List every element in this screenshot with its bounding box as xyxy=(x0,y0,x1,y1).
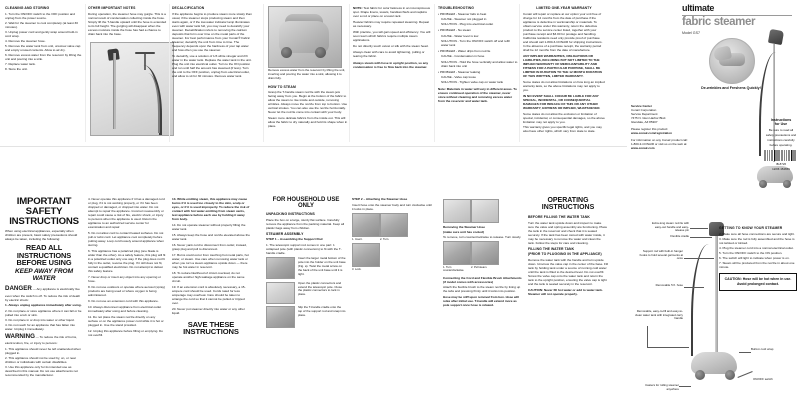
hose-step-caption: 1. Turn counterclockwise. xyxy=(443,266,465,273)
warranty-paragraph: ANY IMPLIED WARRANTIES, OBLIGATIONS OR LIABILITIES, INCLUDING BUT NOT LIMITED TO THE IMPLIED WARRANTY OF MERCHANTABILITY AND FITNESS FOR A PARTICULAR PURPOSE, SHALL BE LIMITED IN DURATION TO THE 12 MONTH DURATION OF THIS WRITTEN, LIMITED WARRANTY. xyxy=(523,53,602,78)
safety-item: 10. Always disconnect appliance from electrical outlet immediately after using and before cleaning. xyxy=(88,304,162,313)
operating-step: 6. The switch will light to indicate when power is on. xyxy=(719,256,790,261)
caster-shape xyxy=(725,370,735,380)
troubleshooting-item: • PROBLEM - No steam CAUSE - Water level is low SOLUTION - Turn the ON/OFF switch off and refill water tank xyxy=(438,28,518,46)
callout-leader xyxy=(679,386,691,387)
troubleshooting-solution: SOLUTION - Tighten valve cap on water tank xyxy=(441,80,504,85)
warranty-heading: LIMITED ONE-YEAR WARRANTY xyxy=(536,6,592,10)
safety-item: 13. While emitting steam, this appliance may cause burns if it is used too closely to the skin, scalp or eyes, or if it is used improperly. To reduce the risk of contact with hot water emitting from steam vents, test appliance before each use by holding it away from body. xyxy=(172,197,250,222)
unpacking-body: Place the box on a large, sturdy flat surface. Carefully remove the appliance from the packing material. Keep all plastic bags away from children. xyxy=(266,217,345,230)
connecting-body: Attach the flexible brush to the steam nozzle by lining up the tabs and pressing firmly until it locks into position. xyxy=(443,285,521,294)
callout-leader xyxy=(690,237,712,238)
troubleshooting-heading: TROUBLESHOOTING xyxy=(438,6,474,10)
decalcification-paragraph: To decalcify, use a solution of 1/3 white vinegar and 2/3 water in the water tank. Replace the water tank in the unit. Plug the unit into electrical outlet. Turn to the ON position and run until half the amount has steamed (if less). Turn the unit to the OFF position, unplug from electrical outlet, and allow to sit for 30 minutes. Remove water tank. xyxy=(172,53,252,78)
operating-step: 2. Make sure all hose connections are secure and tight. xyxy=(719,231,795,236)
section-safety-continued-a xyxy=(88,197,166,339)
troubleshooting-cause: CAUSE - Water level is low xyxy=(441,33,479,38)
household-use-title: FOR HOUSEHOLD USE ONLY xyxy=(272,197,340,210)
hose-removal-thumbnails xyxy=(443,199,523,223)
warning-text: — To reduce the risk of burns, electrocution, fire, or injury to persons: xyxy=(5,334,77,345)
register-note: Please register this product: xyxy=(631,127,669,132)
note-paragraph: Heavier fabrics may require repeated steaming. Repeat as necessary. xyxy=(353,19,430,28)
cleaning-step: 8. Store the unit. xyxy=(5,67,28,72)
section-safety-continued-b xyxy=(172,197,250,336)
hose-step-caption: 2. Pull steam. xyxy=(471,266,488,270)
support-pole-shape xyxy=(113,53,116,129)
hose-photo xyxy=(90,42,174,136)
hose-step-thumb xyxy=(471,241,497,272)
service-center-line: Conair Corporation xyxy=(631,108,657,113)
step1-body: 1. The telescopic support rod comes in one part: 1 collapsed pole (with plastic connectors) to fit with the T-handle cradle. xyxy=(266,243,342,256)
safety-item: 19. If an extension cord is absolutely necessary, a 15-ampere cord should be used. Cords rated for less amperage may overheat. Care should be taken to arrange the cord so that it cannot be pulled or tripped over. xyxy=(172,284,246,305)
safety-item: 12. Unplug this appliance before filling or emptying. Do not overfill. xyxy=(88,328,163,337)
how-to-steam-heading: HOW TO STEAM xyxy=(268,84,296,89)
fill-tank-body: Remove the water tank with the handle and turn upside down. Unscrew the valve cap in the center of the base. Fill tank by holding tank under a source of running cold water until the tank is filled to the desired level. Do not overfill. Screw the valve cap onto the water tank and return the tank to the upright position, ensuring the valve cap is tight and the tank is seated securely in the reservoir. xyxy=(528,258,608,287)
brand-ultimate-text: ultimate xyxy=(682,3,715,13)
safety-item: 1. Always unplug appliance immediately after using. xyxy=(5,303,82,308)
support-cradle-note: Slip the T-handle cradle onto the top of the support rod and snap into place. xyxy=(298,305,346,317)
connecting-heading: Connecting the Cord and Flexible Brush Attachments (if model comes with accessories) xyxy=(443,275,522,284)
hose-removal-subheading: (make sure unit has cooled) xyxy=(443,230,484,235)
safety-item: 11. Do not place the steam nozzle directly on any surface or on the appliance power cord while it is hot or plugged in. Use the stand provided. xyxy=(88,314,164,327)
caster-shape xyxy=(315,47,326,58)
step2-thumb-photo xyxy=(352,243,380,267)
safety-item: 9. Do not use an extension cord with this appliance. xyxy=(88,298,159,303)
cleaning-step: 1. Turn the ON/OFF switch to the OFF position and unplug from the power source. xyxy=(5,11,75,20)
info-note: For information on any Conair product call: xyxy=(631,138,688,143)
hose-thumb-photo xyxy=(471,199,499,223)
instructions-box xyxy=(764,118,798,171)
operating-title: OPERATING INSTRUCTIONS xyxy=(541,197,595,212)
callout-cradle: Flexible cradle xyxy=(670,234,689,238)
decalcification-heading: DECALCIFICATION xyxy=(172,6,205,10)
callout-hose: Removable 5 ft. hose xyxy=(655,283,683,287)
callout-cord-wrap: Built-in cord wrap xyxy=(751,347,774,351)
step2-thumb-photo xyxy=(380,213,408,237)
safety-intro: When using electrical appliances, especially when children are present, basic safety precautions should always be taken, including the following: xyxy=(5,229,78,242)
cleaning-step: 5. Remove the water tank from unit, unscrew valve cap and empty unused contents. Allow to air dry. xyxy=(5,44,81,53)
operating-step: 3. Make sure the rod is fully assembled and the hose is not twisted or kinked. xyxy=(719,236,795,245)
figure-b-caption: Open the plastic connectors and extend the telescopic pole. Close the plastic connectors to lock in place. xyxy=(298,280,343,297)
callout-onoff-switch: ON/OFF switch xyxy=(753,377,773,381)
safety-item: 17. Burns could occur from touching hot metal parts, hot water, or steam. Use care when removing water tank or when you turn a steam appliance upside down — there may be hot water in reservoir. xyxy=(172,252,249,269)
callout-casters: Casters for rolling steamer anywhere xyxy=(645,383,679,391)
doc-code: 12/06 154659 xyxy=(772,166,790,171)
before-fill-body: Turn the water tank upside down and inspect to make sure the valve and spring assembly are functioning. Place the tank in the reservoir and check that it is seated securely. If the tank has been stored with water inside, it may be necessary to remove the water and clean the tank. Follow the steps for care and cleaning. xyxy=(528,220,608,245)
danger-word: DANGER xyxy=(5,285,32,293)
troubleshooting-item: • PROBLEM - Steamer leaking CAUSE - Valve cap loose SOLUTION - Tighten valve cap on water tank xyxy=(438,70,518,84)
barcode xyxy=(764,150,796,161)
save-instructions-title: SAVE THESE INSTRUCTIONS xyxy=(183,319,239,337)
hose-warning: Hose may be stiff upon removal from box. Hose will relax after initial use. T-handle will extend more as pole support once hose is relaxed. xyxy=(443,295,519,308)
section-steaming-notes xyxy=(353,6,433,71)
instructions-title-line1: Instructions xyxy=(770,118,792,122)
safety-item: 2. Do not place or store appliance where it can fall or be pulled into a tub or sink. xyxy=(5,308,82,317)
fill-tank-heading: FILLING THE WATER TANK xyxy=(528,246,575,251)
callout-leader xyxy=(739,352,751,353)
troubleshooting-cause: CAUSE - Condensation in hose xyxy=(441,54,485,59)
step2-thumb xyxy=(352,243,378,271)
instructions-note-line: Be sure to read all xyxy=(768,127,794,132)
section-decalcification xyxy=(172,6,252,80)
brand-product-text: fabric steamer xyxy=(682,15,756,28)
section-operating-instructions xyxy=(528,197,608,298)
troubleshooting-item: • PROBLEM - Steamer fails to heat CAUSE - Steamer not plugged in SOLUTION - Plug into electrical outlet xyxy=(438,12,518,26)
safety-item: 8. Do not use outdoors or operate where aerosol (spray) products are being used or where oxygen is being administered. xyxy=(88,284,166,297)
warning-item: 1. This appliance should never be left unattended when plugged in. xyxy=(5,346,81,355)
caster-shape xyxy=(759,180,767,188)
instructions-title-line2: for Use xyxy=(774,122,788,127)
hose-removal-steps xyxy=(443,241,523,272)
step2-thumb-caption: 1. Insert. xyxy=(352,237,363,241)
troubleshooting-solution: SOLUTION - Hold the hose vertically and allow water to drain back into unit xyxy=(441,59,518,68)
reservoir-caption: Remove excess water from the reservoir by lifting the unit, inverting and pouring the water into a sink, allowing it to drain fully. xyxy=(268,68,346,80)
caster-shape xyxy=(783,180,791,188)
cleaning-step: 6. Remove excess water from the reservoir by lifting the unit and pouring into a sink. xyxy=(5,53,82,62)
hose-thumb-photo xyxy=(443,199,471,223)
figure-a-photo xyxy=(266,257,295,279)
section-other-notes xyxy=(88,6,168,136)
cleaning-step: 3. Unplug power cord and gently wrap around built-in cord wrap. xyxy=(5,29,78,38)
troubleshooting-problem: PROBLEM - Steamer leaking xyxy=(439,70,481,75)
safety-item: 4. Do not reach for an appliance that has fallen into water. Unplug it immediately. xyxy=(5,322,75,331)
caster-shape xyxy=(281,47,292,58)
read-all-title: READ ALL INSTRUCTIONS BEFORE USING xyxy=(16,243,72,268)
note-paragraph: Test fabric for color fastness in an inconspicuous spot. Drape linens, towels, handkerchiefs and napkins over a rod or place on a towel rack. xyxy=(353,6,430,19)
cleaning-step: 4. Remove the steamer hose. xyxy=(5,38,46,43)
step2-thumb-caption: 3. Lock. xyxy=(352,267,362,271)
section-hose-removal xyxy=(443,197,523,309)
step2-thumb xyxy=(352,213,378,241)
figure-a-caption: Insert the larger metal bottom of the pole into the holder on the unit base (Fig. a). Twist the metal screw on the back of the unit base until it is tight. xyxy=(298,256,346,276)
warranty-paragraph: This warranty gives you specific legal rights, and you may also have other rights, which vary from state to state. xyxy=(523,125,602,134)
other-notes-heading: OTHER IMPORTANT NOTES xyxy=(88,6,136,10)
instructions-note-line: safety precautions and xyxy=(765,132,797,137)
troubleshooting-note: Note: Materials in water will vary in different areas. To ensure continued operation of the steamer, never store without cleaning and removing excess water from the reservoir and water tank. xyxy=(438,86,517,103)
danger-text: — Any appliance is electrically live even when the switch is off. To reduce the risk of death by electric shock: xyxy=(5,287,81,302)
figure-c-photo xyxy=(266,306,295,328)
step2-body: Insert hose onto the steamer body and turn clockwise until it locks in place. xyxy=(352,202,432,211)
callout-leader xyxy=(647,326,648,347)
warning-item: 2. This appliance should not be used by, on, or near children or individuals with certain disabilities. xyxy=(5,355,76,364)
callout-leader xyxy=(690,228,708,229)
warning-item: 3. Use this appliance only for its intended use as described in this manual. Do not use attachments not recommended by the manufacturer. xyxy=(5,365,78,378)
cover-panel xyxy=(627,0,802,410)
model-label: Model GS7 xyxy=(682,30,700,35)
service-center-line: Glendale, AZ 85307 xyxy=(631,120,658,125)
fill-tank-subheading: (PRIOR TO PLUGGING IN THE APPLIANCE) xyxy=(528,252,602,257)
service-center-block xyxy=(631,104,693,150)
warranty-paragraph: Some states do not allow the exclusion or limitation of special, incidental, or consequential damages, so the above limitation may not apply to you. xyxy=(523,111,605,124)
hose-step-photo xyxy=(443,241,471,265)
warranty-paragraph: Conair will repair or replace at our option your unit free of charge for 12 months from the date of purchase if the appliance is defective in workmanship or materials. To obtain service under this warranty, return the defective product to the service center listed, together with your purchase receipt and $3.00 for postage and handling. California residents need only provide proof of purchase and should call 1-800-3-CONAIR for shipping instructions. In the absence of a purchase receipt, the warranty period shall be 12 months from the date of manufacture. xyxy=(523,11,603,52)
service-center-heading: Service Center xyxy=(631,104,653,108)
other-notes-body: During operation, the steamer hose may gurgle. This is a normal result of condensation collecting inside the hose. Simply lift the T-handle upward until the hose is extended to its full height. The gurgling will disappear when the excess moisture inside the hose has had a chance to drain back into the base. xyxy=(88,11,167,36)
callout-leader xyxy=(684,287,704,288)
troubleshooting-problem: PROBLEM - Steamer fails to heat xyxy=(439,11,487,16)
step2-thumbnails xyxy=(352,213,432,271)
step1-heading: STEP 1 – Assembling the Support Rod xyxy=(266,237,323,242)
section-step2-hose xyxy=(352,197,432,273)
callout-nozzle: Extra-long steam nozzle with easy-out handle and easy-release pin xyxy=(652,221,689,233)
safety-item: 5. Do not allow cord to contact heated surfaces. Do not pull or twist cord. Let appliance cool completely before putting away. Loop cord loosely around appliance when storing. xyxy=(88,231,164,248)
keep-away-title: KEEP AWAY FROM WATER xyxy=(15,268,73,282)
decalcification-paragraph: If the appliance begins to produce steam more slowly than usual, if the steamer stops producing steam and then starts again, or if the low-water indicator lamp illuminates even with water tank full, you may need to decalcify your steamer. Decalcification refers to removing the calcium deposits that form over time on the metal parts of the steamer. For best performance from your Conair® Fabric Steamer, decalcify the unit from time to time. The frequency depends upon the hardness of your tap water and how often you use the steamer. xyxy=(172,11,252,52)
getting-to-know-heading: GETTING TO KNOW YOUR STEAMER xyxy=(719,226,783,230)
callout-water-tank: Removable, easy-to-fill and easy-to-clean water tank with integrated carry handle xyxy=(635,309,683,321)
callout-leader xyxy=(647,347,689,348)
empty-caution: CAUTION: Never fill hot water or add to water tank. Steamer will not operate properly. xyxy=(528,288,603,297)
steam-nozzle-icon xyxy=(768,29,784,45)
warning-word: WARNING xyxy=(5,332,35,340)
figure-b-photo xyxy=(266,282,295,304)
base-unit-shape xyxy=(683,350,745,384)
section-operating-steps xyxy=(719,226,797,291)
important-safety-title: IMPORTANT SAFETY INSTRUCTIONS xyxy=(9,196,79,227)
safety-item: 3. Do not place in or drop into water or other liquid. xyxy=(5,317,75,322)
how-to-steam-paragraph: Steam more delicate fabrics from the inside out. This will allow the fabric to dry naturally and hold its shape when in place. xyxy=(268,116,348,129)
safety-item: 16. Never yank cord to disconnect from outlet; instead, grasp plug and pull to disconnect. xyxy=(172,242,247,251)
service-center-line: 7475 N. Glen Harbor Blvd. xyxy=(631,116,667,121)
figure-c-row xyxy=(266,306,346,328)
register-url[interactable]: www.conair.com/registration xyxy=(631,131,672,136)
note-paragraph: Always clean with care to avoid tightening, pulling or tearing the fabric. xyxy=(353,49,425,58)
section-important-safety xyxy=(5,197,83,378)
note-paragraph: With practice, you will gain speed and efficiency. You will soon learn which fabrics require multiple steam applications. xyxy=(353,29,431,42)
safety-item: 4. Never operate this appliance if it has a damaged cord or plug, if it is not working properly, or if it has been dropped or damaged, or dropped into water. Do not attempt to repair the appliance. Incorrect reassembly or repair could cause a risk of fire, electric shock, or injury to persons when the appliance is used. Return the appliance to an authorized service center for examination and repair. xyxy=(88,197,165,230)
hose-step-thumb xyxy=(443,241,469,272)
instructions-note-line: instructions carefully xyxy=(767,137,795,142)
safety-item: 15. Always keep the hose and nozzle elevated above the water tank. xyxy=(172,232,250,241)
callout-leader xyxy=(684,258,714,259)
cleaning-step: 2. Wait for the steamer to cool completely (at least 30 minutes). xyxy=(5,20,78,29)
operating-step: 5. Turn the ON/OFF switch to the ON position. xyxy=(719,250,783,255)
hose-step-photo xyxy=(471,241,499,265)
troubleshooting-solution: SOLUTION - Plug into electrical outlet xyxy=(441,21,494,26)
hose-removal-body: To remove, turn counterclockwise to release. Turn slowly. xyxy=(443,235,522,240)
warranty-paragraph: IN NO EVENT SHALL CONAIR BE LIABLE FOR ANY SPECIAL, INCIDENTAL, OR CONSEQUENTIAL DAMAGES FOR BREACH OF THIS OR ANY OTHER WARRANTY, EXPRESS OR IMPLIED, WHATSOEVER. xyxy=(523,93,601,110)
troubleshooting-item: • PROBLEM - Water drips from nozzle CAUSE - Condensation in hose SOLUTION - Hold the hose vertically and allow water to drain back into unit xyxy=(438,49,518,68)
unpacking-heading: UNPACKING INSTRUCTIONS xyxy=(266,212,315,217)
caster-shape xyxy=(695,370,705,380)
hose-thumb xyxy=(443,199,469,223)
instructions-note-line: before operating. xyxy=(769,142,793,147)
how-to-steam-paragraph: Grasp the T-handle steam nozzle with the steam jets facing away from you. Begin at the bottom of the fabric to allow the steam to rise inside and outside, removing wrinkles. Always move the nozzle from top to bottom. Use vertical strokes. You can also use the nozzle horizontally. Never let the nozzle come into contact with your body. xyxy=(268,90,348,115)
troubleshooting-problem: PROBLEM - Water drips from nozzle xyxy=(439,49,491,54)
section-household-use xyxy=(266,197,346,331)
troubleshooting-cause: CAUSE - Steamer not plugged in xyxy=(441,16,487,21)
step2-thumb-photo xyxy=(352,213,380,237)
section-how-to-steam xyxy=(268,6,348,130)
safety-item: 14. Do not operate steamer without properly filling the water tank. xyxy=(172,222,246,231)
step2-heading: STEP 2 – Attaching the Steamer Hose xyxy=(352,197,408,201)
part-number: IB-8726 xyxy=(775,161,787,166)
figure-a-row xyxy=(266,257,346,279)
info-url[interactable]: www.conair.com xyxy=(631,146,655,151)
reservoir-photo xyxy=(268,6,342,68)
warranty-paragraph: Some states do not allow limitations on how long an implied warranty lasts, so the above limitations may not apply to you. xyxy=(523,79,605,92)
assembly-heading: STEAMER ASSEMBLY xyxy=(266,231,304,236)
service-center-line: Service Department xyxy=(631,112,658,117)
troubleshooting-solution: SOLUTION - Turn the ON/OFF switch off and refill water tank xyxy=(441,38,510,47)
safety-item: 6. This appliance has a polarized plug (one blade is wider than the other). As a safety feature, this plug will fit in a polarized outlet only one way. If the plug does not fit fully in the outlet, reverse the plug. If it still does not fit, contact a qualified electrician. Do not attempt to defeat this safety feature. xyxy=(88,248,166,274)
info-phone[interactable]: 1-800-3-CONAIR or visit us on the web at: xyxy=(631,142,688,147)
section-troubleshooting xyxy=(438,6,518,105)
hose-thumb xyxy=(471,199,497,223)
caution-box: CAUTION: Hose will be hot when in use. Avoid prolonged contact. xyxy=(719,273,797,290)
step2-thumb xyxy=(380,213,406,241)
safety-item: 20. Never put steamer directly into water or any other liquid. xyxy=(172,306,245,315)
section-warranty xyxy=(523,6,605,135)
step2-thumb-caption: 2. Turn. xyxy=(380,237,390,241)
callout-support-rod: Support rod with built-in hanger hooks to hold several garments at once xyxy=(639,249,683,261)
before-fill-heading: BEFORE FILLING THE WATER TANK xyxy=(528,215,590,220)
safety-item: 18. To reduce likelihood of circuit overload, do not operate another high-wattage appliance on the same circuit. xyxy=(172,270,245,283)
note-paragraph: Do not directly touch velvet or silk with the steam head. xyxy=(353,43,429,48)
safety-item: 7. Never drop or insert any object into any opening or hose. xyxy=(88,274,161,283)
operating-step: 4. Plug the steamer cord into a normal electrical outlet. xyxy=(719,245,794,250)
note-label: NOTE: xyxy=(353,6,363,10)
figure-b-row xyxy=(266,282,346,304)
hose-removal-heading: Removing the Steamer Hose xyxy=(443,225,485,229)
cleaning-storing-heading: CLEANING AND STORING xyxy=(5,6,50,10)
always-steam-note: Always steam with hose in upright position, so any condensation is free to flow back into the steamer. xyxy=(353,60,429,69)
cleaning-step: 7. Replace water tank. xyxy=(5,62,36,67)
feature-caption: De-wrinkles and Freshens Quickly! xyxy=(701,86,761,90)
troubleshooting-cause: CAUSE - Valve cap loose xyxy=(441,75,477,80)
section-cleaning-storing xyxy=(5,6,83,73)
troubleshooting-problem: PROBLEM - No steam xyxy=(439,28,472,33)
operating-step: 7. Steam will be produced from the nozzle in about one minute. xyxy=(719,261,795,270)
